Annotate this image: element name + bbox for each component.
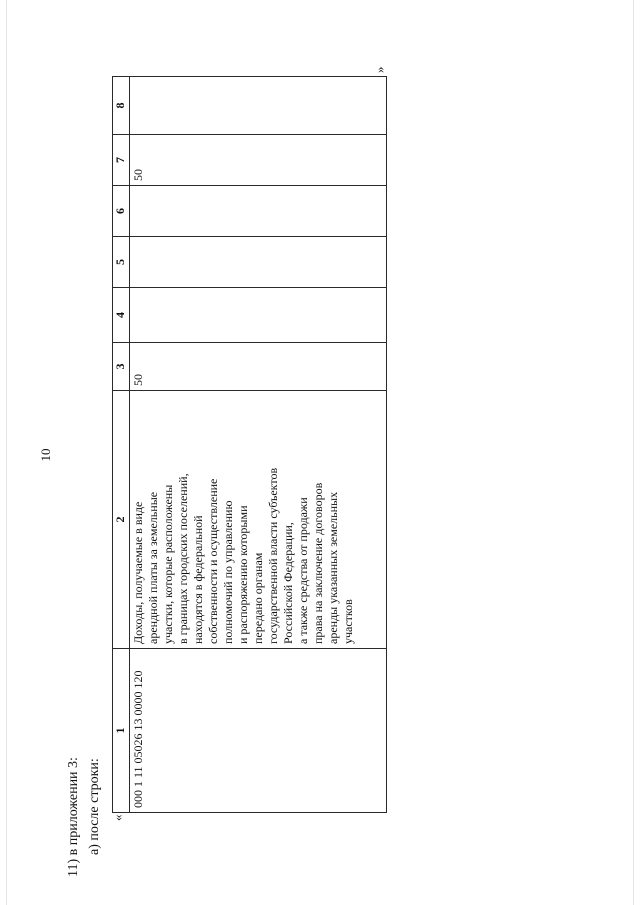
description-line: Доходы, получаемые в виде [131, 501, 145, 644]
closing-quote: » [372, 66, 387, 73]
table-header-row [113, 77, 130, 813]
after-row-heading: а) после строки: [87, 758, 102, 855]
value-cell-col3 [130, 343, 387, 391]
budget-code-cell: 000 1 11 05026 13 0000 120 [130, 649, 387, 813]
value-cell-col4 [130, 288, 387, 343]
description-line: арендной платы за земельные [146, 491, 160, 644]
appendix-heading: 11) в приложении 3: [66, 757, 81, 877]
description-line: участков [341, 599, 355, 644]
column-header: 8 [113, 77, 130, 135]
description-line: находятся в федеральной [191, 515, 205, 644]
column-header: 4 [113, 288, 130, 343]
column-header: 7 [113, 135, 130, 186]
description-line: аренды указанных земельных [326, 491, 340, 644]
description-line: государственной власти субъектов [266, 467, 280, 644]
description-line: права на заключение договоров [311, 482, 325, 644]
column-header: 5 [113, 237, 130, 288]
description-line: участки, которые расположены [161, 484, 175, 644]
opening-quote: « [110, 814, 125, 821]
value-cell-col5 [130, 237, 387, 288]
value-cell-col7 [130, 135, 387, 186]
description-line: Российской Федерации, [281, 522, 295, 644]
page-number: 10 [38, 448, 53, 462]
value-col3: 50 [131, 374, 145, 386]
value-col7: 50 [131, 169, 145, 181]
column-header: 1 [113, 649, 130, 813]
description-line: передано органам [251, 552, 265, 644]
column-header: 2 [113, 391, 130, 649]
value-cell-col6 [130, 186, 387, 237]
budget-table [112, 76, 387, 813]
description-line: полномочий по управлению [221, 500, 235, 644]
description-line: и распоряжению которыми [236, 505, 250, 644]
description-line: а также средства от продажи [296, 497, 310, 644]
description-cell [130, 391, 387, 649]
description-line: в границах городских поселений, [176, 473, 190, 644]
column-header: 3 [113, 343, 130, 391]
value-cell-col8 [130, 77, 387, 135]
description-line: собственности и осуществление [206, 478, 220, 644]
table-row [130, 77, 387, 813]
column-header: 6 [113, 186, 130, 237]
